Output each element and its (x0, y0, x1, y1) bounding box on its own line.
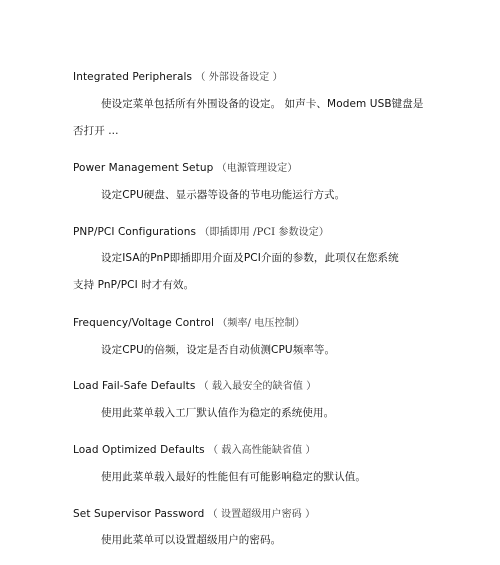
heading-cn: （即插即用 /PCI 参数设定） (196, 227, 329, 238)
heading-pnp-pci (73, 225, 329, 240)
heading-cn: （频率/ 电压控制） (213, 318, 305, 329)
paragraph-line: 使用此菜单可以设置超级用户的密码。 (101, 534, 282, 546)
heading-en: Load Fail-Safe Defaults (73, 380, 196, 392)
heading-en: Load Optimized Defaults (73, 444, 205, 456)
heading-supervisor-password (73, 507, 315, 522)
heading-cn: （ 载入高性能缺省值 ） (204, 445, 316, 456)
heading-cn: （ 外部设备设定 ） (192, 72, 283, 83)
heading-en: Integrated Peripherals (73, 71, 193, 83)
heading-en: Set Supervisor Password (73, 508, 205, 520)
heading-load-optimized (73, 443, 316, 458)
paragraph-line: 使用此菜单载入工厂默认值作为稳定的系统使用。 (101, 407, 335, 419)
heading-cn: （ 载入最安全的缺省值 ） (195, 381, 317, 392)
paragraph-line: 使用此菜单载入最好的性能但有可能影响稳定的默认值。 (101, 471, 366, 483)
paragraph-line: 否打开 ... (73, 125, 119, 137)
heading-integrated-peripherals (73, 70, 283, 85)
paragraph-line: 设定CPU的倍频，设定是否自动侦测CPU频率等。 (101, 344, 336, 356)
heading-en: Power Management Setup (73, 162, 214, 174)
heading-power-management (73, 161, 297, 176)
heading-en: Frequency/Voltage Control (73, 317, 214, 329)
paragraph-line: 设定CPU硬盘、显示器等设备的节电功能运行方式。 (101, 189, 346, 201)
paragraph-line: 设定ISA的PnP即插即用介面及PCI介面的参数，此项仅在您系统 (101, 252, 399, 264)
heading-load-fail-safe (73, 379, 316, 394)
heading-en: PNP/PCI Configurations (73, 226, 197, 238)
heading-frequency-voltage (73, 316, 305, 331)
paragraph-line: 使设定菜单包括所有外围设备的设定。 如声卡、Modem USB键盘是 (101, 98, 424, 110)
paragraph-line: 支持 PnP/PCI 时才有效。 (73, 279, 195, 291)
heading-cn: （ 设置超级用户密码 ） (204, 509, 316, 520)
heading-cn: （电源管理设定） (213, 163, 298, 174)
